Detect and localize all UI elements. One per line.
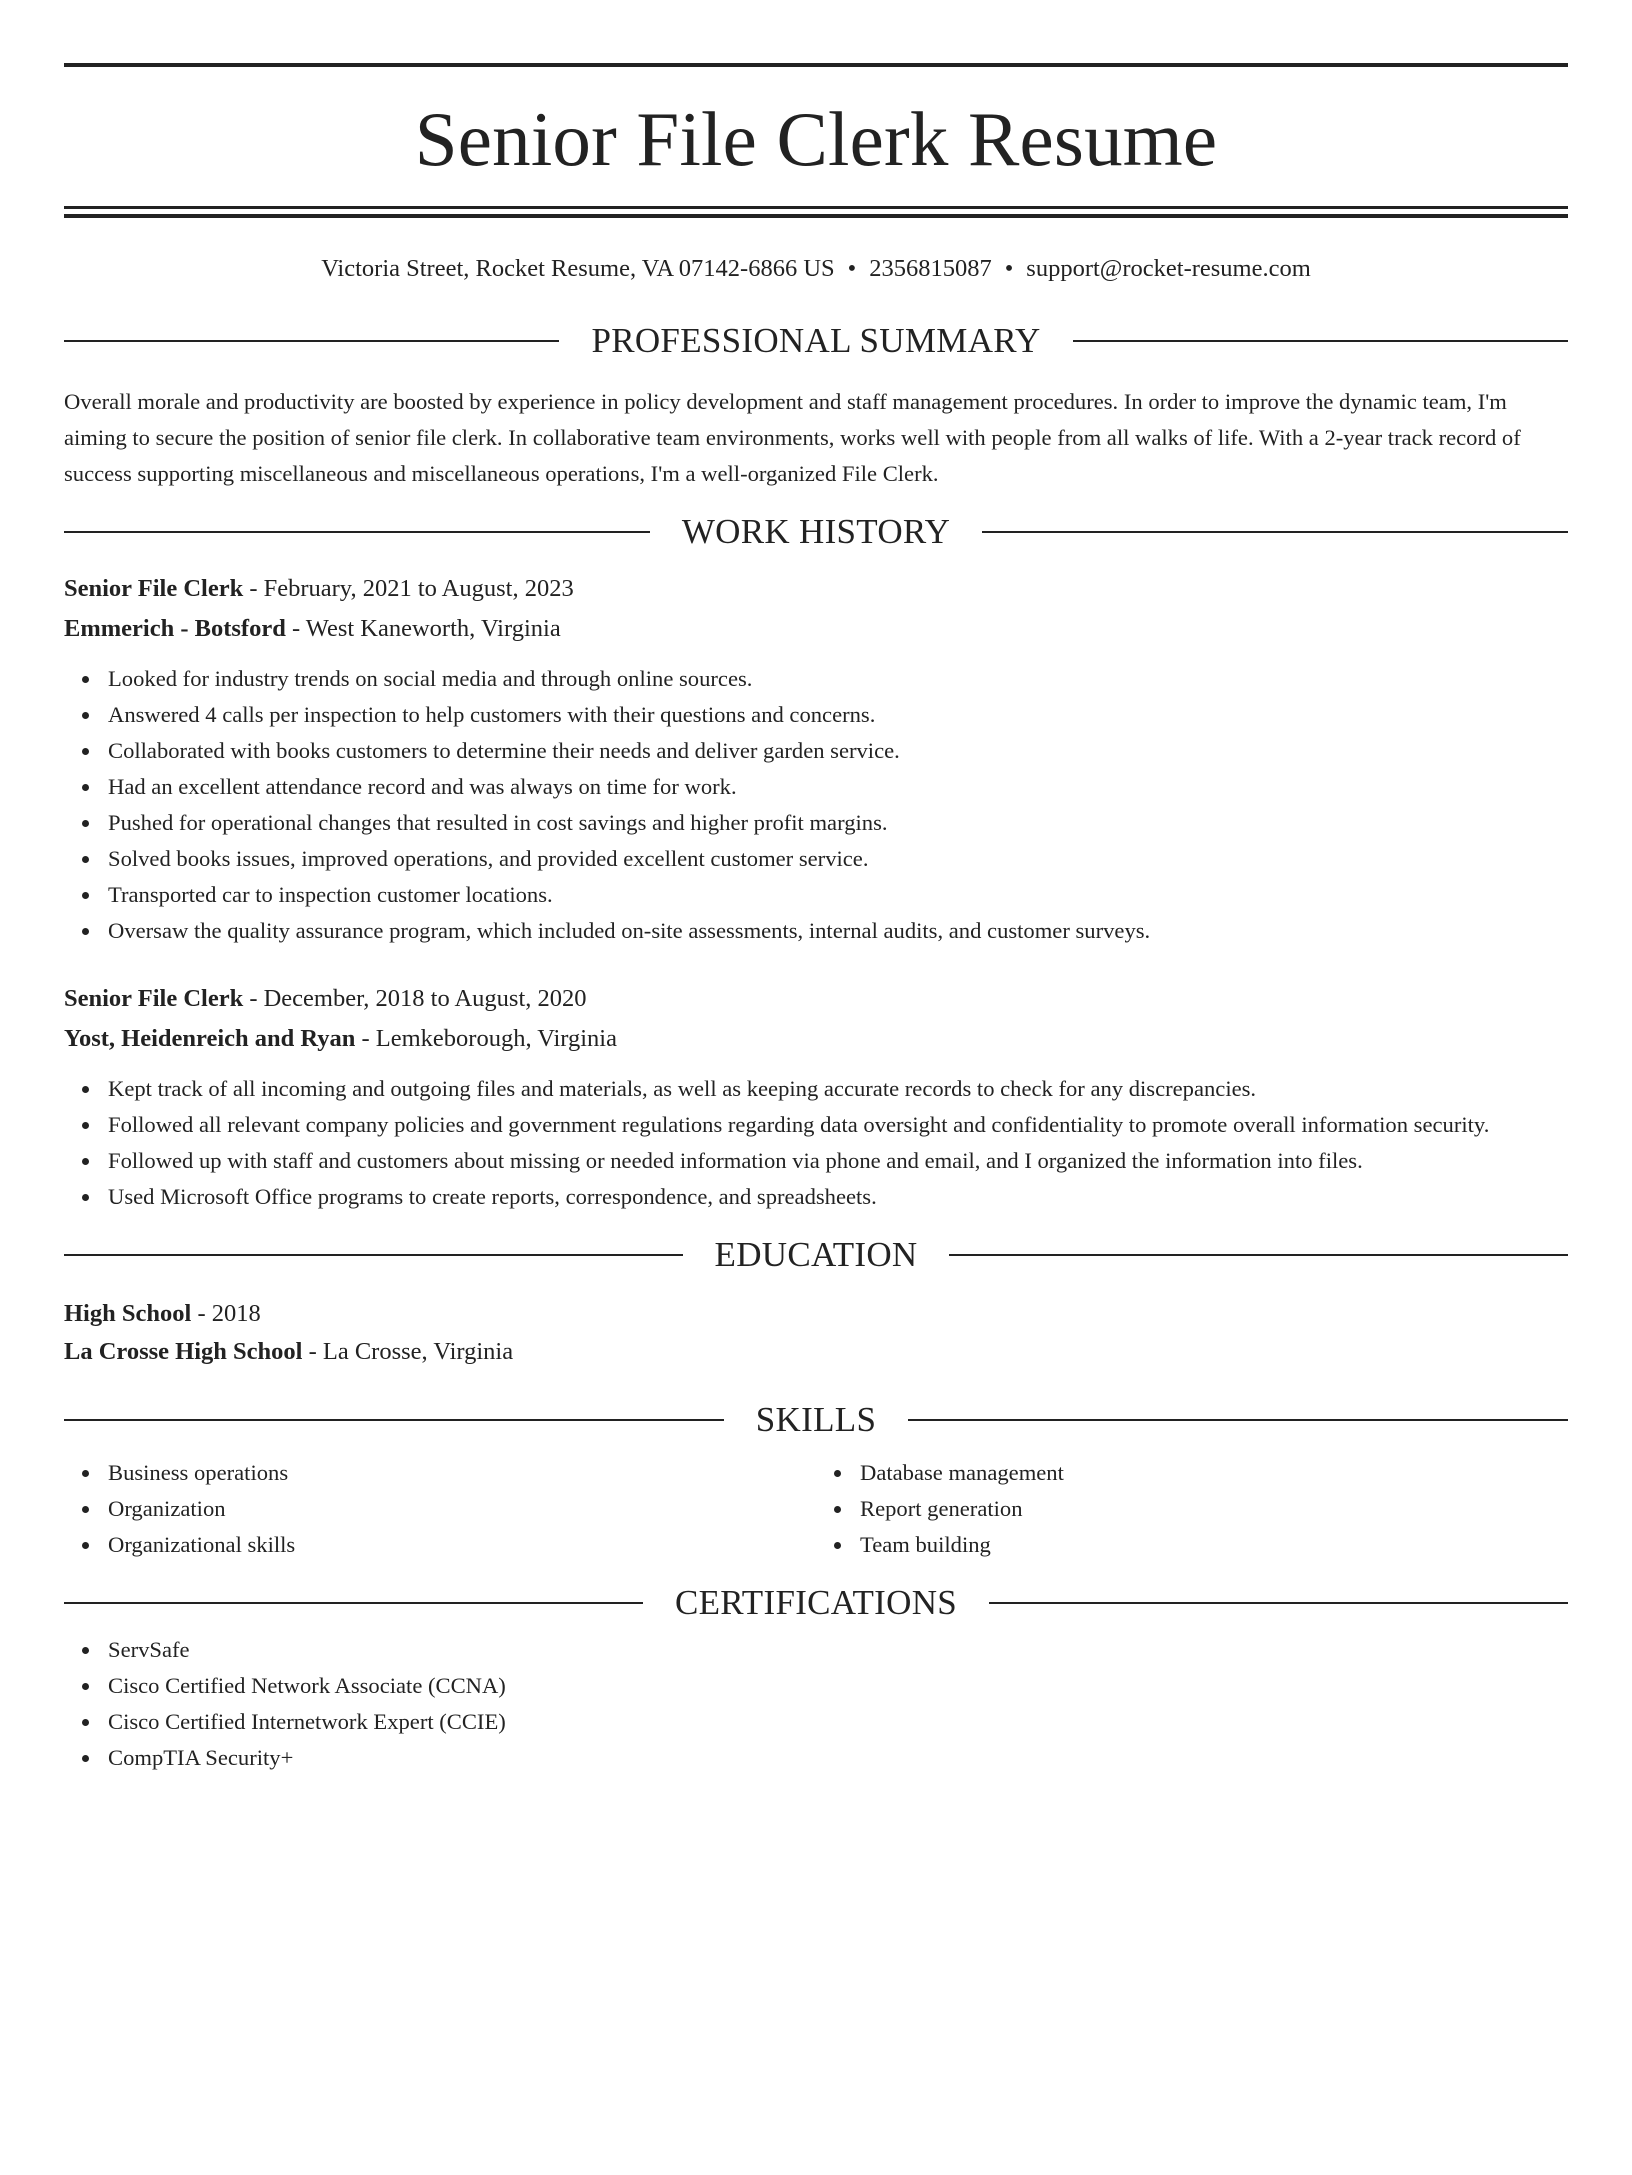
skills-column-right: [816, 1455, 1568, 1563]
section-title: WORK HISTORY: [681, 512, 951, 552]
certifications-list: [64, 1632, 1568, 1776]
list-item: Followed all relevant company policies and government regulations regarding data oversight and confidentiality to promote overall information security.: [108, 1107, 1568, 1143]
list-item: Oversaw the quality assurance program, which included on-site assessments, internal audits, and customer surveys.: [108, 913, 1568, 949]
list-item: Followed up with staff and customers about missing or needed information via phone and email, and I organized the information into files.: [108, 1143, 1568, 1179]
heading-rule: [908, 1419, 1568, 1421]
list-item: Team building: [860, 1527, 1568, 1563]
list-item: Used Microsoft Office programs to create reports, correspondence, and spreadsheets.: [108, 1179, 1568, 1215]
education-degree-line: [64, 1294, 1568, 1334]
job-dates: - December, 2018 to August, 2020: [243, 985, 587, 1013]
list-item: Had an excellent attendance record and was always on time for work.: [108, 769, 1568, 805]
job-dates: - February, 2021 to August, 2023: [243, 575, 574, 603]
double-rule: [64, 206, 1568, 218]
education-school-line: [64, 1332, 1568, 1372]
section-heading-skills: [64, 1400, 1568, 1440]
job-entry: [64, 979, 1568, 1215]
page-title: Senior File Clerk Resume: [414, 96, 1218, 182]
job-title-line: [64, 979, 1568, 1019]
heading-rule: [64, 1419, 724, 1421]
heading-rule: [989, 1602, 1568, 1604]
section-heading-education: [64, 1235, 1568, 1275]
job-title: Senior File Clerk: [64, 985, 244, 1013]
job-company: Yost, Heidenreich and Ryan: [64, 1025, 356, 1053]
job-company: Emmerich - Botsford: [64, 615, 286, 643]
job-bullets: [64, 661, 1568, 949]
summary-paragraph: Overall morale and productivity are boosted by experience in policy development and staff management procedures. In order to improve the dynamic team, I'm aiming to secure the position of senior file clerk. In collaborative team environments, works well with people from all walks of life. With a 2-year track record of success supporting miscellaneous and miscellaneous operations, I'm a well-organized File Clerk.: [64, 389, 1521, 487]
section-heading-certifications: [64, 1583, 1568, 1623]
contact-separator: •: [847, 255, 857, 282]
heading-rule: [982, 531, 1568, 533]
skills-grid: [64, 1455, 1568, 1563]
job-company-line: [64, 1019, 1568, 1059]
heading-rule: [1073, 340, 1568, 342]
list-item: Looked for industry trends on social media and through online sources.: [108, 661, 1568, 697]
contact-address: Victoria Street, Rocket Resume, VA 07142-6866 US: [321, 255, 835, 282]
education-degree: High School: [64, 1300, 192, 1328]
list-item: Pushed for operational changes that resulted in cost savings and higher profit margins.: [108, 805, 1568, 841]
list-item: Report generation: [860, 1491, 1568, 1527]
heading-rule: [64, 340, 559, 342]
heading-rule: [64, 531, 650, 533]
contact-email: support@rocket-resume.com: [1026, 255, 1311, 282]
contact-line: [64, 254, 1568, 283]
heading-rule: [949, 1254, 1568, 1256]
section-title: SKILLS: [755, 1400, 877, 1440]
job-location: - West Kaneworth, Virginia: [285, 615, 561, 643]
resume-page: [0, 63, 1632, 2175]
education-location: - La Crosse, Virginia: [302, 1338, 514, 1366]
job-title-line: [64, 569, 1568, 609]
list-item: Cisco Certified Network Associate (CCNA): [108, 1668, 1568, 1704]
list-item: Collaborated with books customers to determine their needs and deliver garden service.: [108, 733, 1568, 769]
list-item: Business operations: [108, 1455, 816, 1491]
education-entry: [64, 1294, 1568, 1372]
list-item: Organization: [108, 1491, 816, 1527]
section-heading-summary: [64, 321, 1568, 361]
contact-separator: •: [1004, 255, 1014, 282]
section-title: CERTIFICATIONS: [674, 1583, 958, 1623]
heading-rule: [64, 1254, 683, 1256]
education-year: - 2018: [191, 1300, 261, 1328]
list-item: CompTIA Security+: [108, 1740, 1568, 1776]
job-company-line: [64, 609, 1568, 649]
list-item: Database management: [860, 1455, 1568, 1491]
top-rule: [64, 63, 1568, 67]
list-item: Cisco Certified Internetwork Expert (CCIE): [108, 1704, 1568, 1740]
list-item: Organizational skills: [108, 1527, 816, 1563]
job-bullets: [64, 1071, 1568, 1215]
section-title: EDUCATION: [714, 1235, 918, 1275]
heading-rule: [64, 1602, 643, 1604]
list-item: ServSafe: [108, 1632, 1568, 1668]
contact-phone: 2356815087: [869, 255, 992, 282]
section-heading-work: [64, 512, 1568, 552]
education-school: La Crosse High School: [64, 1338, 303, 1366]
job-entry: [64, 569, 1568, 949]
section-title: PROFESSIONAL SUMMARY: [591, 321, 1041, 361]
list-item: Transported car to inspection customer locations.: [108, 877, 1568, 913]
skills-column-left: [64, 1455, 816, 1563]
list-item: Solved books issues, improved operations, and provided excellent customer service.: [108, 841, 1568, 877]
job-location: - Lemkeborough, Virginia: [355, 1025, 617, 1053]
list-item: Answered 4 calls per inspection to help customers with their questions and concerns.: [108, 697, 1568, 733]
list-item: Kept track of all incoming and outgoing files and materials, as well as keeping accurate records to check for any discrepancies.: [108, 1071, 1568, 1107]
job-title: Senior File Clerk: [64, 575, 244, 603]
